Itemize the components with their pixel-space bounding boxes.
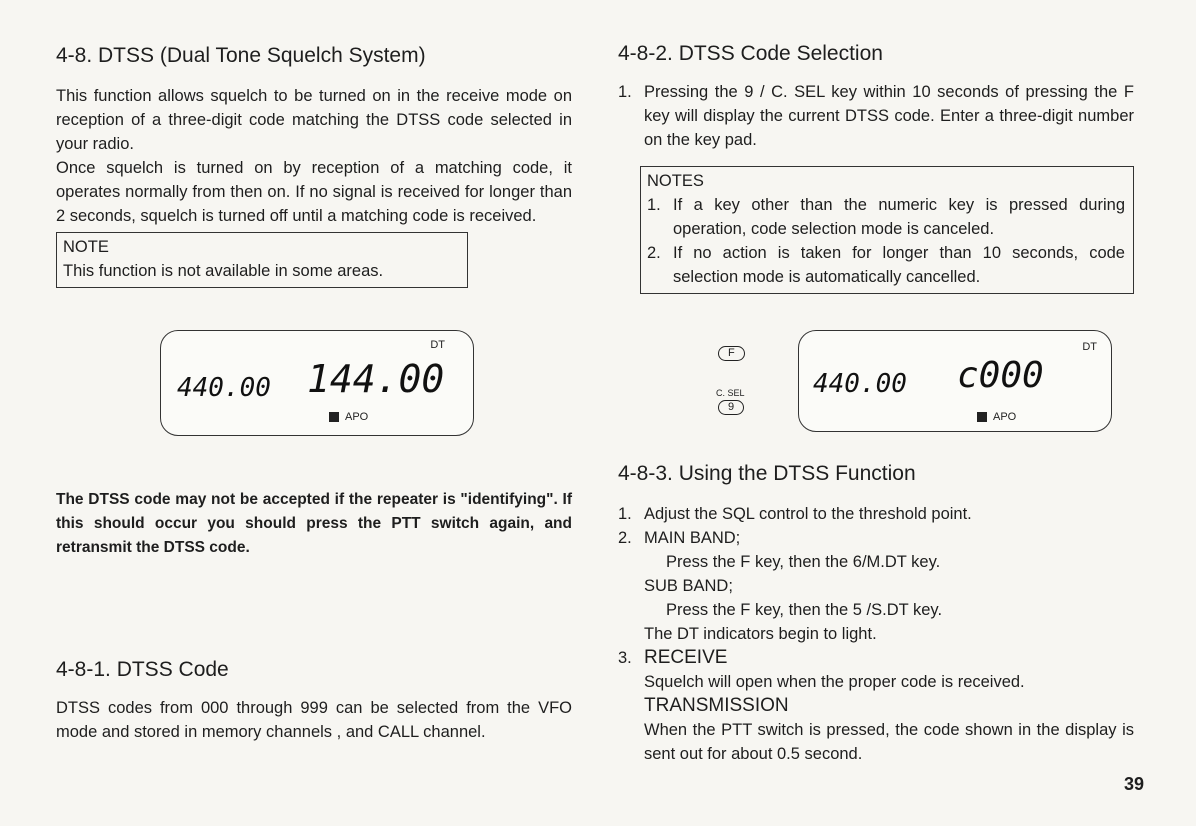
right-lower-column — [618, 460, 1134, 766]
notes-list — [647, 193, 1125, 289]
dtss-code-paragraph: DTSS codes from 000 through 999 can be selected from the VFO mode and stored in memory channels , and CALL channel. — [56, 699, 572, 741]
notes-box-code-selection — [640, 166, 1134, 294]
f-key-icon: F — [718, 346, 745, 361]
dtss-operation-paragraph: Once squelch is turned on by reception of a matching code, it operates normally from then on. If no signal is received for longer than 2 seconds, squelch is turned off until a matching code is received. — [56, 159, 572, 225]
note-text: This function is not available in some areas. — [63, 262, 384, 280]
dt-indicator: DT — [1082, 341, 1097, 353]
apo-indicator: APO — [977, 411, 1016, 423]
transmission-label: TRANSMISSION — [644, 695, 789, 716]
using-dtss-steps — [618, 502, 1134, 550]
left-bottom-column — [56, 656, 572, 744]
left-column — [56, 36, 572, 288]
code-selection-steps — [618, 80, 1134, 152]
keypress-illustration — [700, 342, 790, 442]
repeater-note-paragraph: The DTSS code may not be accepted if the repeater is "identifying". If this should occur you should press the PTT switch again, and retransmit the DTSS code. — [56, 491, 572, 556]
transmission-description: When the PTT switch is pressed, the code shown in the display is sent out for about 0.5 second. — [644, 721, 1134, 763]
list-item: 1. Adjust the SQL control to the threshold point. — [618, 505, 972, 523]
list-item: 2. If no action is taken for longer than 10 seconds, code selection mode is automatically cancelled. — [647, 244, 1125, 286]
dt-indicator-note: The DT indicators begin to light. — [644, 625, 877, 643]
section-heading-4-8-3: 4-8-3. Using the DTSS Function — [618, 462, 916, 485]
battery-square-icon — [977, 412, 987, 422]
using-dtss-step-3 — [618, 646, 1134, 670]
section-heading-4-8-2: 4-8-2. DTSS Code Selection — [618, 42, 883, 65]
list-item: 1. Pressing the 9 / C. SEL key within 10 seconds of pressing the F key will display the current DTSS code. Enter a three-digit number on the key pad. — [618, 83, 1134, 149]
section-heading-4-8-1: 4-8-1. DTSS Code — [56, 658, 229, 681]
main-band-instruction: Press the F key, then the 6/M.DT key. — [666, 553, 941, 571]
dtss-intro-paragraph: This function allows squelch to be turned on in the receive mode on reception of a three-digit code matching the DTSS code selected in your radio. — [56, 87, 572, 153]
receive-description: Squelch will open when the proper code is received. — [644, 673, 1025, 691]
c-sel-label: C. SEL — [716, 388, 745, 398]
battery-square-icon — [329, 412, 339, 422]
note-box-areas — [56, 232, 468, 288]
page-number: 39 — [1123, 774, 1144, 794]
list-item: 3. RECEIVE — [618, 647, 728, 668]
list-item: 1. If a key other than the numeric key is pressed during operation, code selection mode is canceled. — [647, 196, 1125, 238]
note-title: NOTE — [63, 238, 109, 256]
sub-band-instruction: Press the F key, then the 5 /S.DT key. — [666, 601, 943, 619]
left-lower-column — [56, 488, 572, 560]
lcd-frequency: 440.00 — [813, 369, 907, 399]
lcd-display-illustration-left — [160, 330, 474, 436]
lcd-frequency-right: 144.00 — [307, 357, 445, 401]
nine-key-icon: 9 — [718, 400, 744, 415]
notes-title: NOTES — [647, 172, 704, 190]
list-item: 2. MAIN BAND; — [618, 529, 741, 547]
lcd-display-illustration-right — [798, 330, 1112, 432]
lcd-dtss-code: c000 — [957, 355, 1044, 396]
section-heading-4-8: 4-8. DTSS (Dual Tone Squelch System) — [56, 44, 426, 67]
right-column — [618, 36, 1134, 294]
apo-indicator: APO — [329, 411, 368, 423]
dt-indicator: DT — [430, 339, 445, 351]
sub-band-label: SUB BAND; — [644, 577, 733, 595]
lcd-frequency-left: 440.00 — [177, 373, 271, 403]
